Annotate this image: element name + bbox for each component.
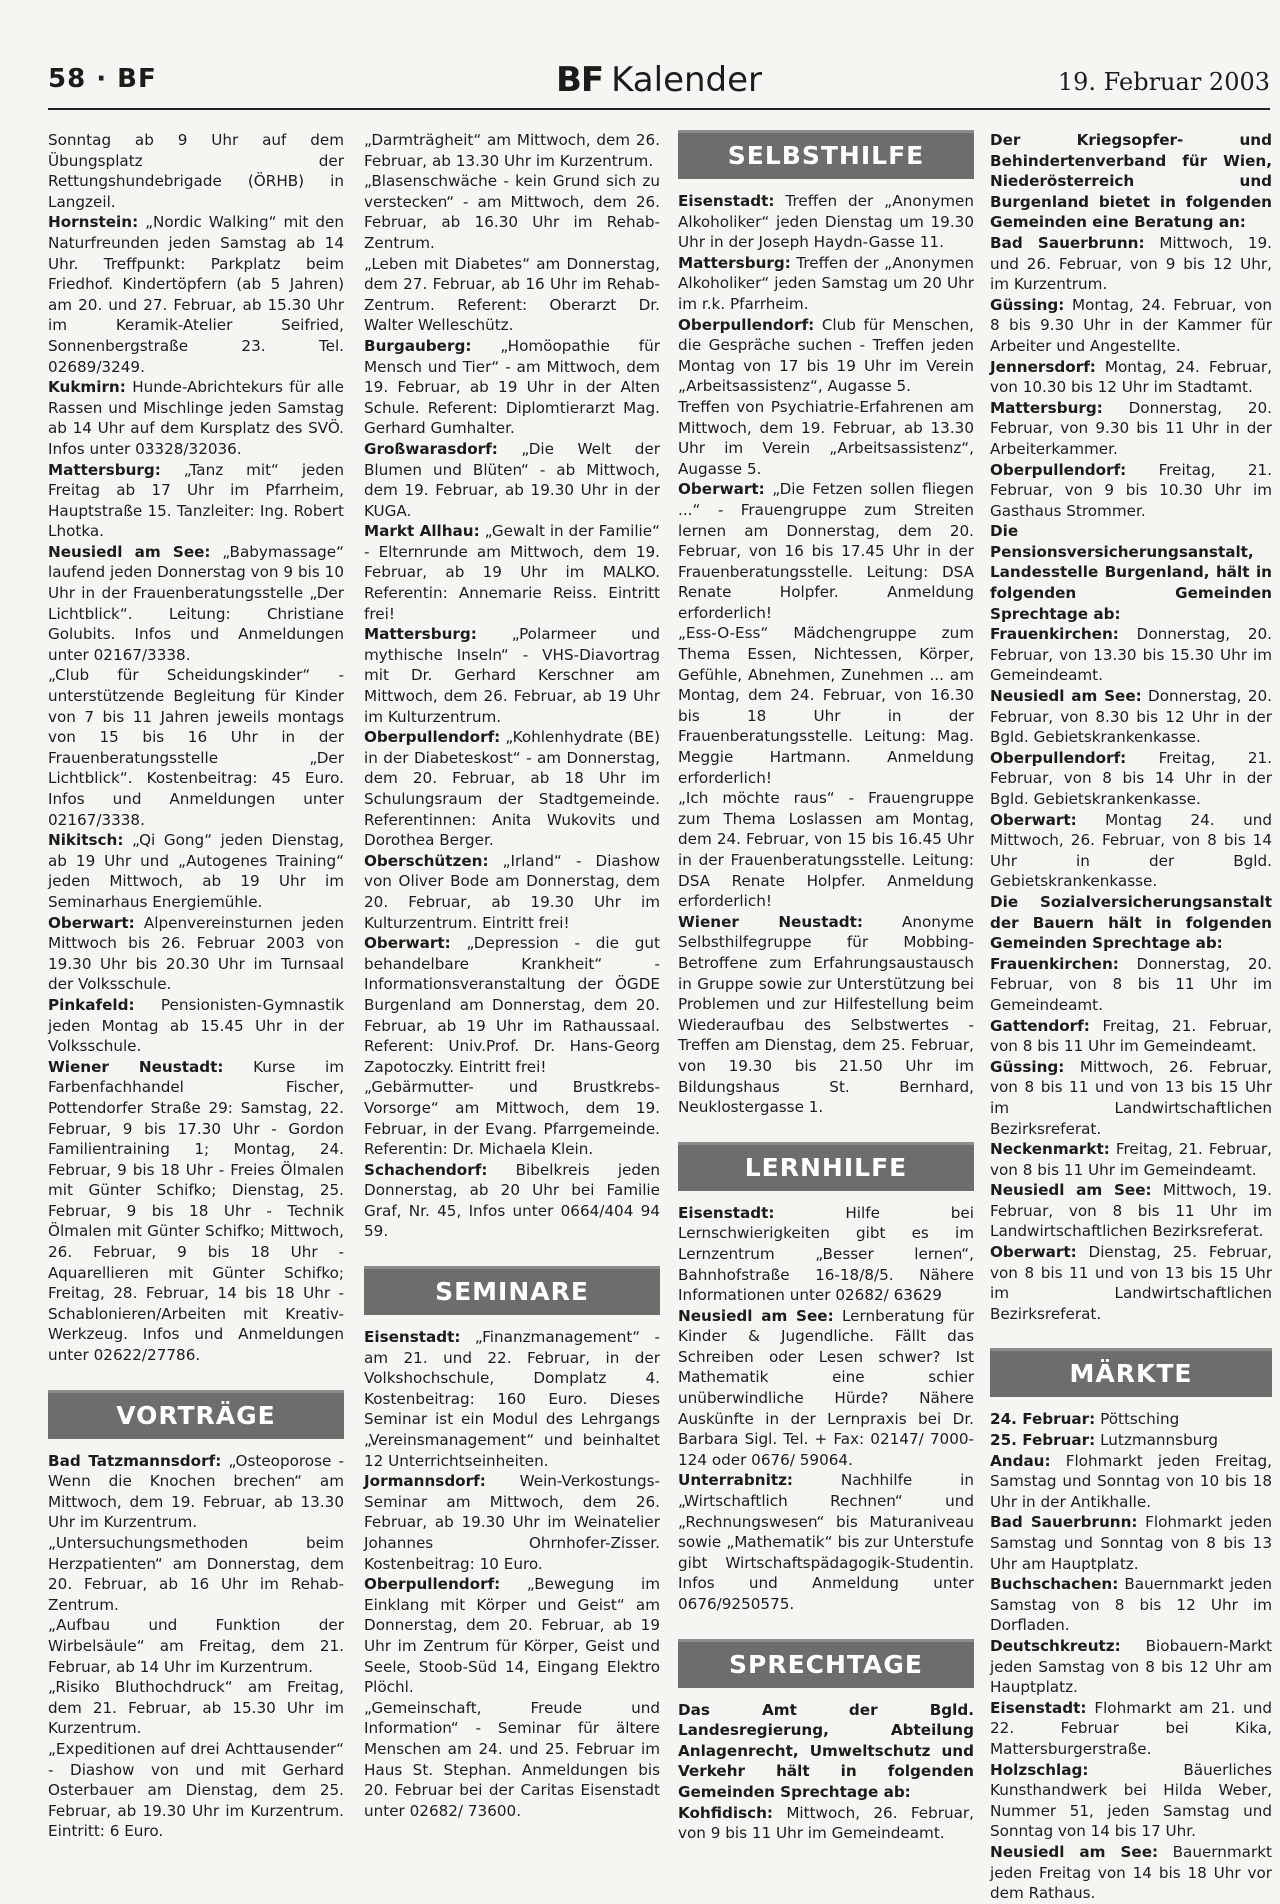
listing-entry — [364, 1574, 660, 1698]
listing-text: „Tanz mit“ jeden Freitag ab 17 Uhr im Pfarrheim, Hauptstraße 15. Tanzleiter: Ing. Robert Lhotka. — [48, 460, 344, 541]
listing-entry — [678, 253, 974, 315]
svb-intro: Die Sozialversicherungsanstalt der Bauern hält in folgenden Gemeinden Sprechtage ab: — [990, 892, 1272, 953]
listing-text: Dienstag, 25. Februar, von 8 bis 11 und von 13 bis 15 Uhr im Landwirtschaftlichen Bezirksreferat. — [990, 1243, 1272, 1323]
listing-text: „Polarmeer und mythische Inseln“ - VHS-Diavortrag mit Dr. Gerhard Kerschner am Mittwoch, dem 26. Februar, ab 19 Uhr im Kulturzentrum. — [364, 625, 660, 726]
listing-place: Hornstein: — [48, 213, 139, 232]
listing-text: „Risiko Bluthochdruck“ am Freitag, dem 21. Februar, ab 15.30 Uhr im Kurzentrum. — [48, 1678, 344, 1738]
listing-entry — [990, 1057, 1272, 1139]
listing-entry — [48, 1057, 344, 1366]
listing-place: Eisenstadt: — [678, 192, 775, 210]
listing-text: „Kohlenhydrate (BE) in der Diabeteskost“ - am Donnerstag, dem 20. Februar, ab 18 Uhr im Schulungsraum der Stadtgemeinde. Referentinnen: Anita Wukovits und Dorothea Berger. — [364, 728, 660, 850]
listing-entry — [48, 1533, 344, 1615]
listing-text: Mittwoch, 19. Februar, von 8 bis 11 Uhr im Landwirtschaftlichen Bezirksreferat. — [990, 1181, 1272, 1241]
listing-text: Club für Menschen, die Gespräche suchen - Treffen jeden Montag von 17 bis 19 Uhr im Verein „Arbeitsassistenz“, Augasse 5. — [678, 315, 974, 396]
listing-text: „Leben mit Diabetes“ am Donnerstag, dem 27. Februar, ab 16 Uhr im Rehab-Zentrum. Referent: Oberarzt Dr. Walter Welleschütz. — [364, 254, 660, 335]
listing-text: Donnerstag, 20. Februar, von 13.30 bis 15.30 Uhr im Gemeindeamt. — [990, 625, 1272, 685]
listing-entry — [48, 1451, 344, 1533]
col3-list-2 — [678, 1203, 974, 1615]
listing-entry — [990, 460, 1272, 522]
listing-place: Mattersburg: — [678, 253, 791, 272]
listing-text: Freitag, 21. Februar, von 8 bis 11 Uhr im Gemeindeamt. — [990, 1016, 1272, 1056]
listing-text: Montag, 24. Februar, von 10.30 bis 12 Uhr im Stadtamt. — [990, 357, 1272, 397]
listing-text: Freitag, 21. Februar, von 9 bis 10.30 Uhr im Gasthaus Strommer. — [990, 460, 1272, 520]
listing-entry — [990, 810, 1272, 892]
listing-place: Holzschlag: — [990, 1760, 1089, 1779]
listing-entry — [990, 954, 1272, 1016]
section-header-maerkte: MÄRKTE — [990, 1348, 1272, 1397]
listing-entry — [48, 1677, 344, 1739]
col2-list-2 — [364, 1327, 660, 1821]
section-header-vortraege: VORTRÄGE — [48, 1390, 344, 1439]
column-2 — [364, 130, 660, 1821]
listing-entry — [364, 254, 660, 336]
listing-entry — [364, 521, 660, 624]
listing-text: Flohmarkt jeden Samstag und Sonntag von 8 bis 13 Uhr am Hauptplatz. — [990, 1513, 1272, 1573]
listing-entry — [990, 1842, 1272, 1904]
listing-text: „Babymassage“ laufend jeden Donnerstag von 9 bis 10 Uhr in der Frauenberatungsstelle „Der Lichtblick“. Leitung: Christiane Golubits. Infos und Anmeldungen unter 02167/3338. — [48, 542, 344, 664]
listing-place: Buchschachen: — [990, 1575, 1119, 1594]
listing-text: Treffen der „Anonymen Alkoholiker“ jeden Dienstag um 19.30 Uhr in der Joseph Haydn-Gasse 11. — [678, 192, 974, 252]
column-3 — [678, 130, 974, 1844]
listing-place: Eisenstadt: — [364, 1328, 461, 1347]
listing-place: Oberwart: — [364, 934, 451, 953]
listing-entry — [48, 460, 344, 542]
listing-place: Mattersburg: — [990, 398, 1103, 417]
listing-text: Treffen der „Anonymen Alkoholiker“ jeden Samstag um 20 Uhr im r.k. Pfarrheim. — [678, 253, 974, 313]
listing-text: Hilfe bei Lernschwierigkeiten gibt es im Lernzentrum „Besser lernen“, Bahnhofstraße 16-18/8/5. Nähere Informationen unter 02682/ 63629 — [678, 1203, 974, 1305]
listing-place: Bad Sauerbrunn: — [990, 1513, 1138, 1532]
listing-place: Wiener Neustadt: — [48, 1057, 224, 1076]
listing-entry — [48, 830, 344, 912]
listing-place: Kohfidisch: — [678, 1803, 774, 1822]
listing-entry — [990, 357, 1272, 398]
section-header-lernhilfe: LERNHILFE — [678, 1142, 974, 1191]
listing-text: Anonyme Selbsthilfegruppe für Mobbing-Betroffene zum Erfahrungsaustausch in Gruppe sowie zur Unterstützung bei Problemen und zur Hilfestellung beim Wiederaufbau des Selbstwertes - Treffen am Dienstag, dem 25. Februar, von 19.30 bis 21.50 Uhr im Bildungshaus St. Bernhard, Neuklostergasse 1. — [678, 912, 974, 1117]
listing-entry — [990, 748, 1272, 810]
listing-text: Nachhilfe in „Wirtschaftlich Rechnen“ und „Rechnungswesen“ bis Maturaniveau sowie „Mathematik“ bis zur Unterstufe gibt Wirtschaftspädagogik-Studentin. Infos und Anmeldung unter 0676/9250575. — [678, 1471, 974, 1613]
col4-list — [990, 233, 1272, 521]
listing-entry — [48, 542, 344, 666]
listing-entry — [990, 1242, 1272, 1324]
section-header-seminare: SEMINARE — [364, 1266, 660, 1315]
listing-text: „Qi Gong“ jeden Dienstag, ab 19 Uhr und „Autogenes Training“ jeden Mittwoch, ab 19 Uhr im Seminarhaus Energiemühle. — [48, 831, 344, 911]
masthead — [48, 58, 1270, 110]
listing-text: „Gebärmutter- und Brustkrebs-Vorsorge“ am Mittwoch, dem 19. Februar, in der Evang. Pfarrgemeinde. Referentin: Dr. Michaela Klein. — [364, 1078, 660, 1159]
listing-place: Unterrabnitz: — [678, 1471, 793, 1490]
listing-entry — [364, 1698, 660, 1822]
listing-place: Jennersdorf: — [990, 357, 1096, 376]
listing-text: „Untersuchungsmethoden beim Herzpatienten“ am Donnerstag, dem 20. Februar, ab 16 Uhr im Rehab-Zentrum. — [48, 1534, 344, 1614]
issue-date: 19. Februar 2003 — [1057, 68, 1270, 96]
listing-place: Frauenkirchen: — [990, 954, 1119, 973]
col4-list-2 — [990, 624, 1272, 892]
listing-text: „Gemeinschaft, Freude und Information“ - Seminar für ältere Menschen am 24. und 25. Februar im Haus St. Stephan. Anmeldungen bis 20. Februar bei der Caritas Eisenstadt unter 02682/ 73600. — [364, 1698, 660, 1820]
listing-entry — [48, 1615, 344, 1677]
page-number: 58 · BF — [48, 64, 157, 94]
listing-text: Bibelkreis jeden Donnerstag, ab 20 Uhr bei Familie Graf, Nr. 45, Infos unter 0664/404 94 59. — [364, 1160, 660, 1241]
listing-entry — [990, 1430, 1272, 1451]
listing-text: „Ich möchte raus“ - Frauengruppe zum Thema Loslassen am Montag, dem 24. Februar, von 15 bis 16.45 Uhr in der Frauenberatungsstelle. Leitung: DSA Renate Holpfer. Anmeldung erforderlich! — [678, 789, 974, 911]
listing-text: Sonntag ab 9 Uhr auf dem Übungsplatz der Rettungshundebrigade (ÖRHB) in Langzeil. — [48, 131, 344, 211]
listing-entry — [364, 1077, 660, 1159]
listing-entry — [990, 1139, 1272, 1180]
col2-list — [364, 130, 660, 1242]
listing-place: Markt Allhau: — [364, 522, 480, 541]
listing-place: 24. Februar: — [990, 1410, 1096, 1429]
col1-list-2 — [48, 1451, 344, 1842]
listing-text: Flohmarkt jeden Freitag, Samstag und Sonntag von 10 bis 18 Uhr in der Antikhalle. — [990, 1451, 1272, 1511]
listing-text: „Darmträgheit“ am Mittwoch, dem 26. Februar, ab 13.30 Uhr im Kurzentrum. — [364, 131, 660, 170]
listing-entry — [364, 727, 660, 851]
section-header-selbsthilfe: SELBSTHILFE — [678, 130, 974, 179]
listing-place: Eisenstadt: — [678, 1203, 775, 1222]
sprechtage-intro: Das Amt der Bgld. Landesregierung, Abteilung Anlagenrecht, Umweltschutz und Verkehr hält in folgenden Gemeinden Sprechtage ab: — [678, 1700, 974, 1801]
listing-text: „Expeditionen auf drei Achttausender“ - Diashow von und mit Gerhard Osterbauer am Dienstag, dem 25. Februar, ab 19.30 Uhr im Kurzentrum. Eintritt: 6 Euro. — [48, 1739, 344, 1841]
listing-entry — [48, 377, 344, 459]
listing-text: Treffen von Psychiatrie-Erfahrenen am Mittwoch, dem 19. Februar, ab 13.30 Uhr im Verein „Arbeitsassistenz“, Augasse 5. — [678, 397, 974, 478]
listing-text: „Nordic Walking“ mit den Naturfreunden jeden Samstag ab 14 Uhr. Treffpunkt: Parkplatz beim Friedhof. Kindertöpfern (ab 5 Jahren) am 20. und 27. Februar, ab 15.30 Uhr im Keramik-Atelier Seifried, Sonnenbergstraße 23. Tel. 02689/3249. — [48, 213, 344, 376]
listing-text: „Club für Scheidungskinder“ - unterstützende Begleitung für Kinder von 7 bis 11 Jahren jeweils montags von 15 bis 16 Uhr in der Frauenberatungsstelle „Der Lichtblick“. Kostenbeitrag: 45 Euro. Infos und Anmeldungen unter 02167/3338. — [48, 666, 344, 829]
listing-text: Freitag, 21. Februar, von 8 bis 11 Uhr im Gemeindeamt. — [990, 1140, 1272, 1179]
listing-text: „Depression - die gut behandelbare Krankheit“ - Informationsveranstaltung der ÖGDE Burgenland am Donnerstag, dem 20. Februar, ab 19 Uhr im Rathaussaal. Referent: Univ.Prof. Dr. Hans-Georg Zapotoczky. Eintritt frei! — [364, 934, 660, 1076]
listing-place: Neusiedl am See: — [990, 687, 1142, 706]
listing-entry — [678, 479, 974, 623]
listing-entry — [48, 913, 344, 995]
column-1 — [48, 130, 344, 1842]
listing-place: Schachendorf: — [364, 1160, 488, 1179]
listing-entry — [364, 336, 660, 439]
listing-entry — [678, 1306, 974, 1471]
listing-text: „Aufbau und Funktion der Wirbelsäule“ am Freitag, dem 21. Februar, ab 14 Uhr im Kurzentrum. — [48, 1616, 344, 1676]
listing-place: Deutschkreutz: — [990, 1636, 1121, 1655]
listing-place: Neusiedl am See: — [678, 1306, 834, 1325]
listing-entry — [990, 1180, 1272, 1242]
listing-text: Bauernmarkt jeden Freitag von 14 bis 18 Uhr vor dem Rathaus. — [990, 1842, 1272, 1903]
listing-place: Oberpullendorf: — [678, 315, 815, 334]
listing-place: Jormannsdorf: — [364, 1472, 486, 1491]
listing-text: Donnerstag, 20. Februar, von 8.30 bis 12 Uhr in der Bgld. Gebietskrankenkasse. — [990, 687, 1272, 747]
listing-place: Bad Sauerbrunn: — [990, 233, 1145, 252]
listing-place: Neusiedl am See: — [48, 542, 211, 561]
listing-entry — [678, 191, 974, 253]
listing-place: Kukmirn: — [48, 378, 126, 397]
listing-place: Burgauberg: — [364, 336, 472, 355]
listing-text: Pöttsching — [1095, 1410, 1180, 1429]
listing-entry — [678, 1803, 974, 1844]
listing-text: Mittwoch, 19. und 26. Februar, von 9 bis 12 Uhr, im Kurzentrum. — [990, 233, 1272, 294]
listing-place: Oberschützen: — [364, 851, 489, 870]
listing-text: Mittwoch, 26. Februar, von 8 bis 11 und von 13 bis 15 Uhr im Landwirtschaftlichen Bezirksreferat. — [990, 1057, 1272, 1138]
listing-place: Gattendorf: — [990, 1016, 1090, 1035]
listing-text: Donnerstag, 20. Februar, von 8 bis 11 Uhr im Gemeindeamt. — [990, 954, 1272, 1014]
listing-entry — [990, 295, 1272, 357]
listing-entry — [990, 624, 1272, 686]
listing-entry — [990, 1574, 1272, 1636]
col3-list-3 — [678, 1803, 974, 1844]
listing-text: „Die Welt der Blumen und Blüten“ - ab Mittwoch, dem 19. Februar, ab 19.30 Uhr in der KUGA. — [364, 439, 660, 520]
listing-text: Bäuerliches Kunsthandwerk bei Hilda Weber, Nummer 51, jeden Samstag und Sonntag von 14 bis 17 Uhr. — [990, 1760, 1272, 1841]
listing-text: „Homöopathie für Mensch und Tier“ - am Mittwoch, dem 19. Februar, ab 19 Uhr in der Alten Schule. Referent: Diplomtierarzt Mag. Gerhard Gumhalter. — [364, 336, 660, 438]
col3-list — [678, 191, 974, 1118]
listing-place: Oberpullendorf: — [990, 748, 1127, 767]
listing-entry — [48, 665, 344, 830]
listing-text: Lutzmannsburg — [1095, 1431, 1218, 1450]
listing-text: „Blasenschwäche - kein Grund sich zu verstecken“ - am Mittwoch, dem 26. Februar, ab 16.30 Uhr im Rehab-Zentrum. — [364, 172, 660, 252]
listing-entry — [364, 851, 660, 933]
listing-place: Neusiedl am See: — [990, 1842, 1159, 1861]
listing-place: Andau: — [990, 1451, 1051, 1470]
listing-text: „Gewalt in der Familie“ - Elternrunde am Mittwoch, dem 19. Februar, ab 19 Uhr im MALKO. Referentin: Annemarie Reiss. Eintritt frei! — [364, 522, 660, 623]
listing-place: Oberwart: — [990, 1243, 1077, 1262]
listing-entry — [990, 1698, 1272, 1760]
listing-entry — [990, 1016, 1272, 1057]
listing-text: „Die Fetzen sollen fliegen ...“ - Frauengruppe zum Streiten lernen am Donnerstag, dem 20. Februar, von 16 bis 17.45 Uhr in der Frauenberatungsstelle. Leitung: DSA Renate Holpfer. Anmeldung erforderlich! — [678, 480, 974, 622]
listing-entry — [990, 1760, 1272, 1842]
listing-place: Oberwart: — [48, 913, 135, 932]
listing-entry — [990, 233, 1272, 295]
listing-place: Oberwart: — [678, 480, 765, 499]
listing-place: Güssing: — [990, 295, 1065, 314]
listing-entry — [364, 624, 660, 727]
listing-entry — [48, 995, 344, 1057]
listing-text: „Ess-O-Ess“ Mädchengruppe zum Thema Essen, Nichtessen, Körper, Gefühle, Abnehmen, Zunehmen ... am Montag, dem 24. Februar, von 16.30 bis 18 Uhr in der Frauenberatungsstelle. Leitung: Mag. Meggie Hartmann. Anmeldung erforderlich! — [678, 624, 974, 787]
listing-entry — [48, 130, 344, 212]
col1-list — [48, 130, 344, 1366]
listing-place: Neckenmarkt: — [990, 1140, 1110, 1159]
listing-entry — [364, 1160, 660, 1242]
section-header-sprechtage: SPRECHTAGE — [678, 1639, 974, 1688]
listing-entry — [364, 1471, 660, 1574]
listing-entry — [678, 788, 974, 912]
column-4 — [990, 130, 1272, 1903]
listing-text: Biobauern-Markt jeden Samstag von 8 bis 12 Uhr am Hauptplatz. — [990, 1636, 1272, 1697]
listing-entry — [990, 686, 1272, 748]
listing-text: Montag, 24. Februar, von 8 bis 9.30 Uhr in der Kammer für Arbeiter und Angestellte. — [990, 295, 1272, 355]
listing-entry — [678, 912, 974, 1118]
listing-place: Bad Tatzmannsdorf: — [48, 1451, 222, 1470]
listing-entry — [990, 1636, 1272, 1698]
listing-entry — [364, 933, 660, 1077]
listing-entry — [48, 1739, 344, 1842]
kov-intro: Der Kriegsopfer- und Behindertenverband für Wien, Niederösterreich und Burgenland bietet in folgenden Gemeinden eine Beratung an: — [990, 131, 1272, 232]
listing-place: Großwarasdorf: — [364, 439, 498, 458]
listing-entry — [990, 398, 1272, 460]
listing-text: Freitag, 21. Februar, von 8 bis 14 Uhr in der Bgld. Gebietskrankenkasse. — [990, 748, 1272, 808]
listing-place: Frauenkirchen: — [990, 625, 1119, 644]
listing-place: Oberwart: — [990, 810, 1077, 829]
listing-entry — [364, 1327, 660, 1471]
listing-text: Montag 24. und Mittwoch, 26. Februar, von 8 bis 14 Uhr in der Bgld. Gebietskrankenkasse. — [990, 810, 1272, 891]
listing-place: Oberpullendorf: — [364, 1575, 501, 1594]
listing-place: Eisenstadt: — [990, 1698, 1087, 1717]
listing-place: 25. Februar: — [990, 1431, 1096, 1450]
listing-text: „Irland“ - Diashow von Oliver Bode am Donnerstag, dem 20. Februar, ab 19.30 Uhr im Kulturzentrum. Eintritt frei! — [364, 851, 660, 932]
listing-text: „Bewegung im Einklang mit Körper und Geist“ am Donnerstag, dem 20. Februar, ab 19 Uhr im Zentrum für Körper, Geist und Seele, Stoob-Süd 14, Eingang Elektro Plöchl. — [364, 1575, 660, 1697]
listing-text: Donnerstag, 20. Februar, von 9.30 bis 11 Uhr in der Arbeiterkammer. — [990, 398, 1272, 458]
listing-text: Kurse im Farbenfachhandel Fischer, Pottendorfer Straße 29: Samstag, 22. Februar, 9 bis 17.30 Uhr - Gordon Familientraining 1; Montag, 24. Februar, 9 bis 18 Uhr - Freies Ölmalen mit Günter Schifko; Dienstag, 25. Februar, 9 bis 18 Uhr - Technik Ölmalen mit Günter Schifko; Mittwoch, 26. Februar, 9 bis 18 Uhr - Aquarellieren mit Günter Schifko; Freitag, 28. Februar, 14 bis 18 Uhr - Schablonieren/Arbeiten mit Kreativ-Werkzeug. Infos und Anmeldungen unter 02622/27786. — [48, 1057, 344, 1365]
col4-list-4 — [990, 1409, 1272, 1903]
listing-entry — [364, 439, 660, 521]
listing-place: Mattersburg: — [364, 625, 477, 644]
listing-place: Neusiedl am See: — [990, 1181, 1152, 1200]
listing-place: Oberpullendorf: — [364, 728, 501, 747]
listing-text: „Finanzmanagement“ - am 21. und 22. Februar, in der Volkshochschule, Domplatz 4. Kostenbeitrag: 160 Euro. Dieses Seminar ist ein Modul des Lehrgangs „Vereinsmanagement“ und beinhaltet 12 Unterrichtseinheiten. — [364, 1328, 660, 1470]
listing-entry — [990, 1409, 1272, 1430]
listing-entry — [364, 130, 660, 171]
listing-entry — [990, 1451, 1272, 1513]
listing-entry — [678, 397, 974, 479]
listing-text: Alpenvereinsturnen jeden Mittwoch bis 26. Februar 2003 von 19.30 Uhr bis 20.30 Uhr im Turnsaal der Volksschule. — [48, 913, 344, 994]
listing-entry — [364, 171, 660, 253]
listing-text: Hunde-Abrichtekurs für alle Rassen und Mischlinge jeden Samstag ab 14 Uhr auf dem Kursplatz des SVÖ. Infos unter 03328/32036. — [48, 378, 344, 458]
listing-entry — [48, 212, 344, 377]
listing-entry — [678, 623, 974, 788]
listing-place: Güssing: — [990, 1057, 1065, 1076]
col4-list-3 — [990, 954, 1272, 1325]
pva-intro: Die Pensionsversicherungsanstalt, Landesstelle Burgenland, hält in folgenden Gemeinden Sprechtage ab: — [990, 522, 1272, 623]
listing-entry — [990, 1512, 1272, 1574]
listing-text: Flohmarkt am 21. und 22. Februar bei Kika, Mattersburgerstraße. — [990, 1698, 1272, 1758]
listing-entry — [678, 315, 974, 397]
listing-entry — [678, 1203, 974, 1306]
listing-place: Wiener Neustadt: — [678, 912, 863, 931]
listing-place: Oberpullendorf: — [990, 460, 1127, 479]
listing-entry — [678, 1470, 974, 1614]
listing-place: Nikitsch: — [48, 831, 124, 850]
listing-place: Pinkafeld: — [48, 995, 135, 1014]
listing-text: Lernberatung für Kinder & Jugendliche. Fällt das Schreiben oder Lesen schwer? Ist Mathematik eine schier unüberwindliche Hürde? Nähere Auskünfte in der Lernpraxis bei Dr. Barbara Sigl. Tel. + Fax: 02147/ 7000-124 oder 0676/ 59064. — [678, 1306, 974, 1469]
title-logo: BF — [555, 60, 604, 100]
listing-place: Mattersburg: — [48, 460, 161, 479]
listing-text: Pensionisten-Gymnastik jeden Montag ab 15.45 Uhr in der Volksschule. — [48, 995, 344, 1056]
title-text: Kalender — [611, 60, 763, 100]
listing-text: „Osteoporose - Wenn die Knochen brechen“ am Mittwoch, dem 19. Februar, ab 13.30 Uhr im Kurzentrum. — [48, 1451, 344, 1532]
listing-text: Wein-Verkostungs-Seminar am Mittwoch, dem 26. Februar, ab 19.30 Uhr im Weinatelier Johannes Ohrnhofer-Zisser. Kostenbeitrag: 10 Euro. — [364, 1472, 660, 1573]
listing-text: Bauernmarkt jeden Samstag von 8 bis 12 Uhr im Dorfladen. — [990, 1575, 1272, 1635]
listing-text: Mittwoch, 26. Februar, von 9 bis 11 Uhr im Gemeindeamt. — [678, 1803, 974, 1843]
